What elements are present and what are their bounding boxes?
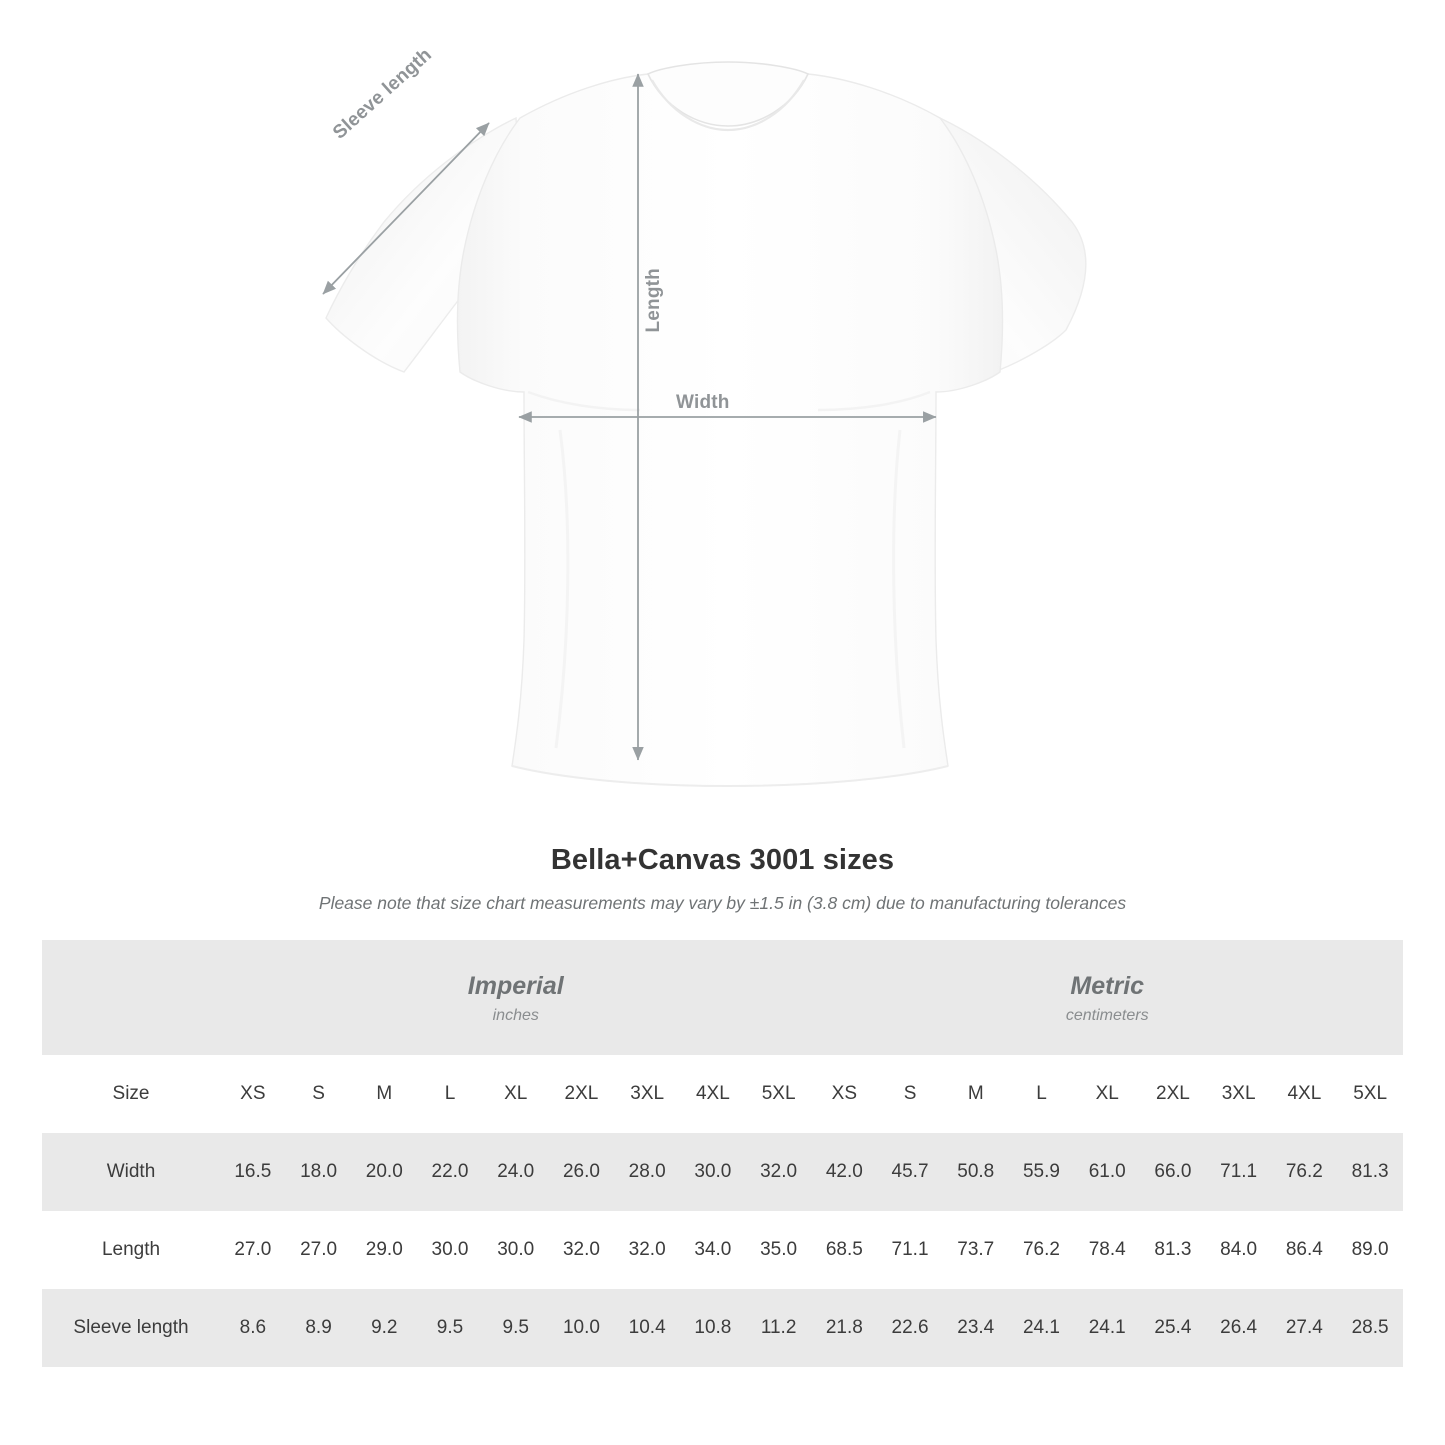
size-header-cell: L: [1009, 1055, 1075, 1133]
cell-width: 42.0: [811, 1133, 877, 1211]
cell-sleeve-length: 21.8: [811, 1289, 877, 1367]
cell-width: 76.2: [1272, 1133, 1338, 1211]
size-header-cell: XL: [483, 1055, 549, 1133]
size-header-cell: 5XL: [746, 1055, 812, 1133]
size-header-cell: 5XL: [1337, 1055, 1403, 1133]
cell-width: 24.0: [483, 1133, 549, 1211]
cell-width: 55.9: [1009, 1133, 1075, 1211]
cell-sleeve-length: 9.5: [483, 1289, 549, 1367]
system-imperial-name: Imperial: [467, 971, 564, 1000]
system-imperial: [220, 940, 811, 1055]
size-header-label: Size: [42, 1055, 220, 1133]
measurement-system-row: [42, 940, 1403, 1055]
cell-width: 32.0: [746, 1133, 812, 1211]
cell-length: 71.1: [877, 1211, 943, 1289]
cell-sleeve-length: 24.1: [1074, 1289, 1140, 1367]
cell-length: 89.0: [1337, 1211, 1403, 1289]
size-header-cell: 3XL: [614, 1055, 680, 1133]
cell-length: 68.5: [811, 1211, 877, 1289]
system-metric: [811, 940, 1403, 1055]
cell-length: 35.0: [746, 1211, 812, 1289]
size-header-cell: M: [351, 1055, 417, 1133]
cell-sleeve-length: 9.2: [351, 1289, 417, 1367]
tolerance-note: Please note that size chart measurements may vary by ±1.5 in (3.8 cm) due to manufacturing tolerances: [318, 893, 1127, 913]
cell-width: 45.7: [877, 1133, 943, 1211]
cell-width: 50.8: [943, 1133, 1009, 1211]
cell-width: 18.0: [286, 1133, 352, 1211]
width-dimension-label: Width: [676, 392, 730, 413]
cell-width: 66.0: [1140, 1133, 1206, 1211]
cell-sleeve-length: 11.2: [746, 1289, 812, 1367]
size-header-cell: 4XL: [1272, 1055, 1338, 1133]
cell-width: 26.0: [549, 1133, 615, 1211]
cell-length: 32.0: [614, 1211, 680, 1289]
size-chart-heading: [0, 844, 1445, 914]
system-imperial-unit: inches: [492, 1006, 539, 1024]
sleeve-length-dimension-label: Sleeve length: [329, 44, 437, 144]
cell-width: 28.0: [614, 1133, 680, 1211]
cell-length: 30.0: [483, 1211, 549, 1289]
cell-length: 30.0: [417, 1211, 483, 1289]
row-label-sleeve-length: Sleeve length: [42, 1289, 220, 1367]
cell-width: 20.0: [351, 1133, 417, 1211]
cell-width: 30.0: [680, 1133, 746, 1211]
size-table-container: [42, 940, 1403, 1367]
cell-sleeve-length: 26.4: [1206, 1289, 1272, 1367]
table-row: [42, 1211, 1403, 1289]
size-header-cell: 4XL: [680, 1055, 746, 1133]
cell-width: 71.1: [1206, 1133, 1272, 1211]
cell-length: 34.0: [680, 1211, 746, 1289]
cell-length: 32.0: [549, 1211, 615, 1289]
cell-length: 27.0: [220, 1211, 286, 1289]
cell-length: 78.4: [1074, 1211, 1140, 1289]
table-row: [42, 1133, 1403, 1211]
cell-width: 81.3: [1337, 1133, 1403, 1211]
system-metric-name: Metric: [1070, 971, 1145, 1000]
size-header-cell: L: [417, 1055, 483, 1133]
cell-length: 29.0: [351, 1211, 417, 1289]
size-header-cell: 2XL: [549, 1055, 615, 1133]
size-header-row: [42, 1055, 1403, 1133]
cell-sleeve-length: 25.4: [1140, 1289, 1206, 1367]
cell-sleeve-length: 27.4: [1272, 1289, 1338, 1367]
cell-sleeve-length: 28.5: [1337, 1289, 1403, 1367]
cell-sleeve-length: 10.8: [680, 1289, 746, 1367]
size-header-cell: XL: [1074, 1055, 1140, 1133]
size-header-cell: 2XL: [1140, 1055, 1206, 1133]
cell-sleeve-length: 8.6: [220, 1289, 286, 1367]
cell-sleeve-length: 9.5: [417, 1289, 483, 1367]
cell-width: 22.0: [417, 1133, 483, 1211]
cell-length: 76.2: [1009, 1211, 1075, 1289]
size-header-cell: 3XL: [1206, 1055, 1272, 1133]
cell-sleeve-length: 23.4: [943, 1289, 1009, 1367]
cell-sleeve-length: 10.4: [614, 1289, 680, 1367]
cell-length: 86.4: [1272, 1211, 1338, 1289]
length-dimension-label: Length: [643, 268, 664, 333]
size-header-cell: S: [877, 1055, 943, 1133]
size-header-cell: M: [943, 1055, 1009, 1133]
cell-sleeve-length: 24.1: [1009, 1289, 1075, 1367]
page-title: Bella+Canvas 3001 sizes: [550, 844, 895, 876]
system-row-spacer: [42, 940, 220, 1055]
system-metric-unit: centimeters: [1065, 1006, 1149, 1024]
cell-sleeve-length: 22.6: [877, 1289, 943, 1367]
cell-length: 81.3: [1140, 1211, 1206, 1289]
cell-length: 27.0: [286, 1211, 352, 1289]
size-header-cell: XS: [220, 1055, 286, 1133]
table-row: [42, 1289, 1403, 1367]
cell-sleeve-length: 8.9: [286, 1289, 352, 1367]
cell-width: 61.0: [1074, 1133, 1140, 1211]
cell-length: 73.7: [943, 1211, 1009, 1289]
size-chart-table: [42, 940, 1403, 1367]
cell-length: 84.0: [1206, 1211, 1272, 1289]
cell-width: 16.5: [220, 1133, 286, 1211]
row-label-length: Length: [42, 1211, 220, 1289]
size-header-cell: S: [286, 1055, 352, 1133]
cell-sleeve-length: 10.0: [549, 1289, 615, 1367]
size-header-cell: XS: [811, 1055, 877, 1133]
row-label-width: Width: [42, 1133, 220, 1211]
